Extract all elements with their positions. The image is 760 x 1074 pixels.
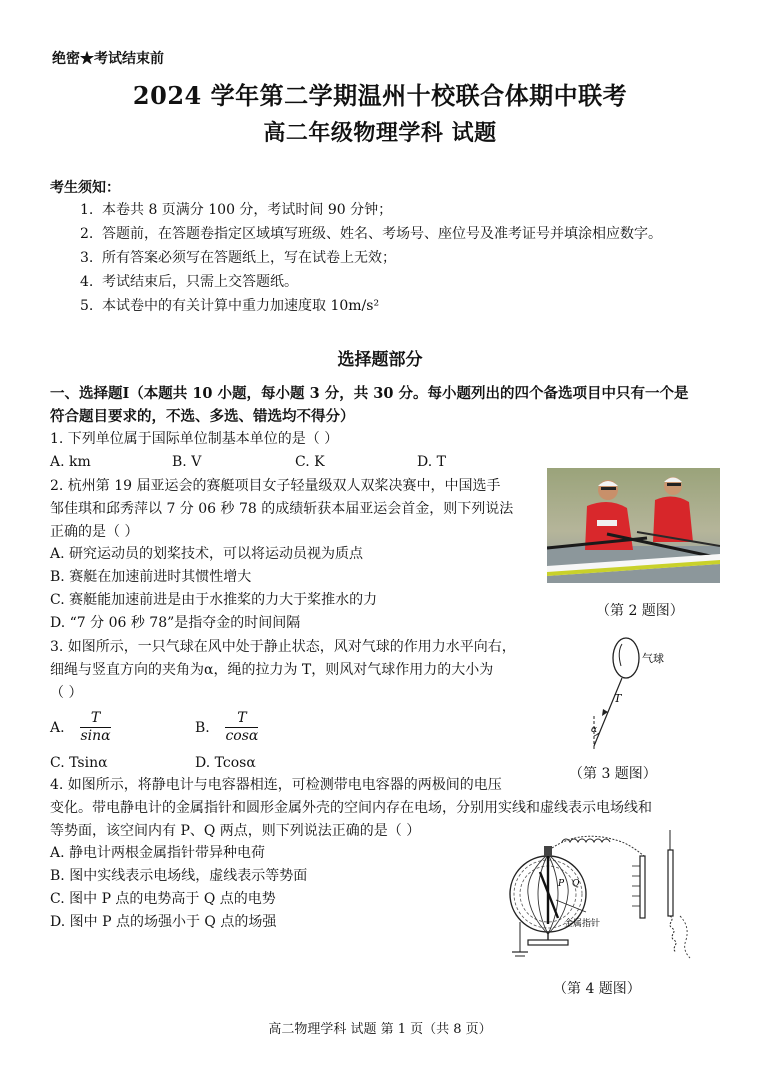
electrometer-diagram — [500, 826, 715, 966]
q4-option-c: C. 图中 P 点的电势高于 Q 点的电势 — [50, 891, 276, 907]
q4-stem: 4. 如图所示，将静电计与电容器相连，可检测带电电容器的两极间的电压 变化。带电静电计的金属指针和圆形金属外壳的空间内存在电场，分别用实线和虚线表示电场线和 等势面，该空间内有 P、Q 两点，则下列说法正确的是（ ） — [50, 777, 652, 839]
q4-option-d: D. 图中 P 点的场强小于 Q 点的场强 — [50, 914, 277, 930]
notice-item: 5. 本试卷中的有关计算中重力加速度取 10m/s² — [80, 298, 380, 314]
q2-stem: 2. 杭州第 19 届亚运会的赛艇项目女子轻量级双人双桨决赛中，中国选手 邹佳琪和邱秀萍以 7 分 06 秒 78 的成绩斩获本届亚运会首金，则下列说法 正确的是（ ） — [50, 478, 514, 540]
notice-heading: 考生须知： — [50, 180, 120, 196]
q4-options — [50, 842, 307, 934]
exam-title: 2024 学年第二学期温州十校联合体期中联考 — [132, 81, 628, 110]
notice-item: 1. 本卷共 8 页满分 100 分，考试时间 90 分钟； — [80, 202, 393, 218]
q4-option-b: B. 图中实线表示电场线，虚线表示等势面 — [50, 868, 308, 884]
point-q-label: Q — [572, 879, 580, 889]
q3-option-c: C. Tsinα — [50, 755, 108, 771]
q2-option-a: A. 研究运动员的划桨技术，可以将运动员视为质点 — [50, 546, 364, 562]
q2-option-d: D. “7 分 06 秒 78”是指夺金的时间间隔 — [50, 615, 301, 631]
notice-item: 3. 所有答案必须写在答题纸上，写在试卷上无效； — [80, 250, 396, 266]
rowing-photo — [547, 468, 720, 583]
q2-options — [50, 543, 377, 635]
balloon-label: 气球 — [642, 652, 664, 665]
q3-stem: 3. 如图所示，一只气球在风中处于静止状态，风对气球的作用力水平向右， 细绳与竖直方向的夹角为α，绳的拉力为 T，则风对气球作用力的大小为 （ ） — [50, 639, 516, 701]
notice-item: 2. 答题前，在答题卷指定区域填写班级、姓名、考场号、座位号及准考证号并填涂相应数字。 — [80, 226, 662, 242]
q3-option-d: D. Tcosα — [195, 755, 256, 771]
part-instructions: 一、选择题Ⅰ（本题共 10 小题，每小题 3 分，共 30 分。每小题列出的四个备选项目中只有一个是 符合题目要求的，不选、多选、错选均不得分） — [50, 385, 689, 425]
q1-option-c: C. K — [295, 454, 325, 470]
exam-subtitle: 高二年级物理学科 试题 — [263, 120, 497, 146]
notice-list — [80, 198, 662, 318]
point-p-label: P — [558, 879, 565, 889]
q2-option-c: C. 赛艇能加速前进是由于水推桨的力大于桨推水的力 — [50, 592, 378, 608]
confidential-mark: 绝密★考试结束前 — [52, 51, 164, 67]
section-title: 选择题部分 — [337, 350, 423, 370]
q3-option-b: B. $\frac{T}{\cos\alpha}$ — [195, 710, 259, 744]
q1-option-d: D. T — [417, 454, 446, 470]
angle-label: α — [591, 725, 598, 735]
q3-option-a: A. $\frac{T}{\sin\alpha}$ — [50, 710, 111, 744]
notice-item: 4. 考试结束后，只需上交答题纸。 — [80, 274, 298, 290]
tension-label: T — [614, 692, 622, 705]
q1-option-b: B. V — [172, 454, 202, 470]
q4-figure-caption: （第 4 题图） — [553, 981, 641, 997]
q2-option-b: B. 赛艇在加速前进时其惯性增大 — [50, 569, 252, 585]
page-footer: 高二物理学科 试题 第 1 页（共 8 页） — [268, 1022, 492, 1037]
q4-option-a: A. 静电计两根金属指针带异种电荷 — [50, 845, 266, 861]
q1-option-a: A. km — [50, 454, 91, 470]
q1-stem: 1. 下列单位属于国际单位制基本单位的是（ ） — [50, 431, 339, 447]
q3-figure-caption: （第 3 题图） — [569, 766, 657, 782]
q2-figure-caption: （第 2 题图） — [596, 603, 684, 619]
balloon-diagram — [578, 632, 688, 754]
needle-label: 金属指针 — [564, 919, 601, 929]
